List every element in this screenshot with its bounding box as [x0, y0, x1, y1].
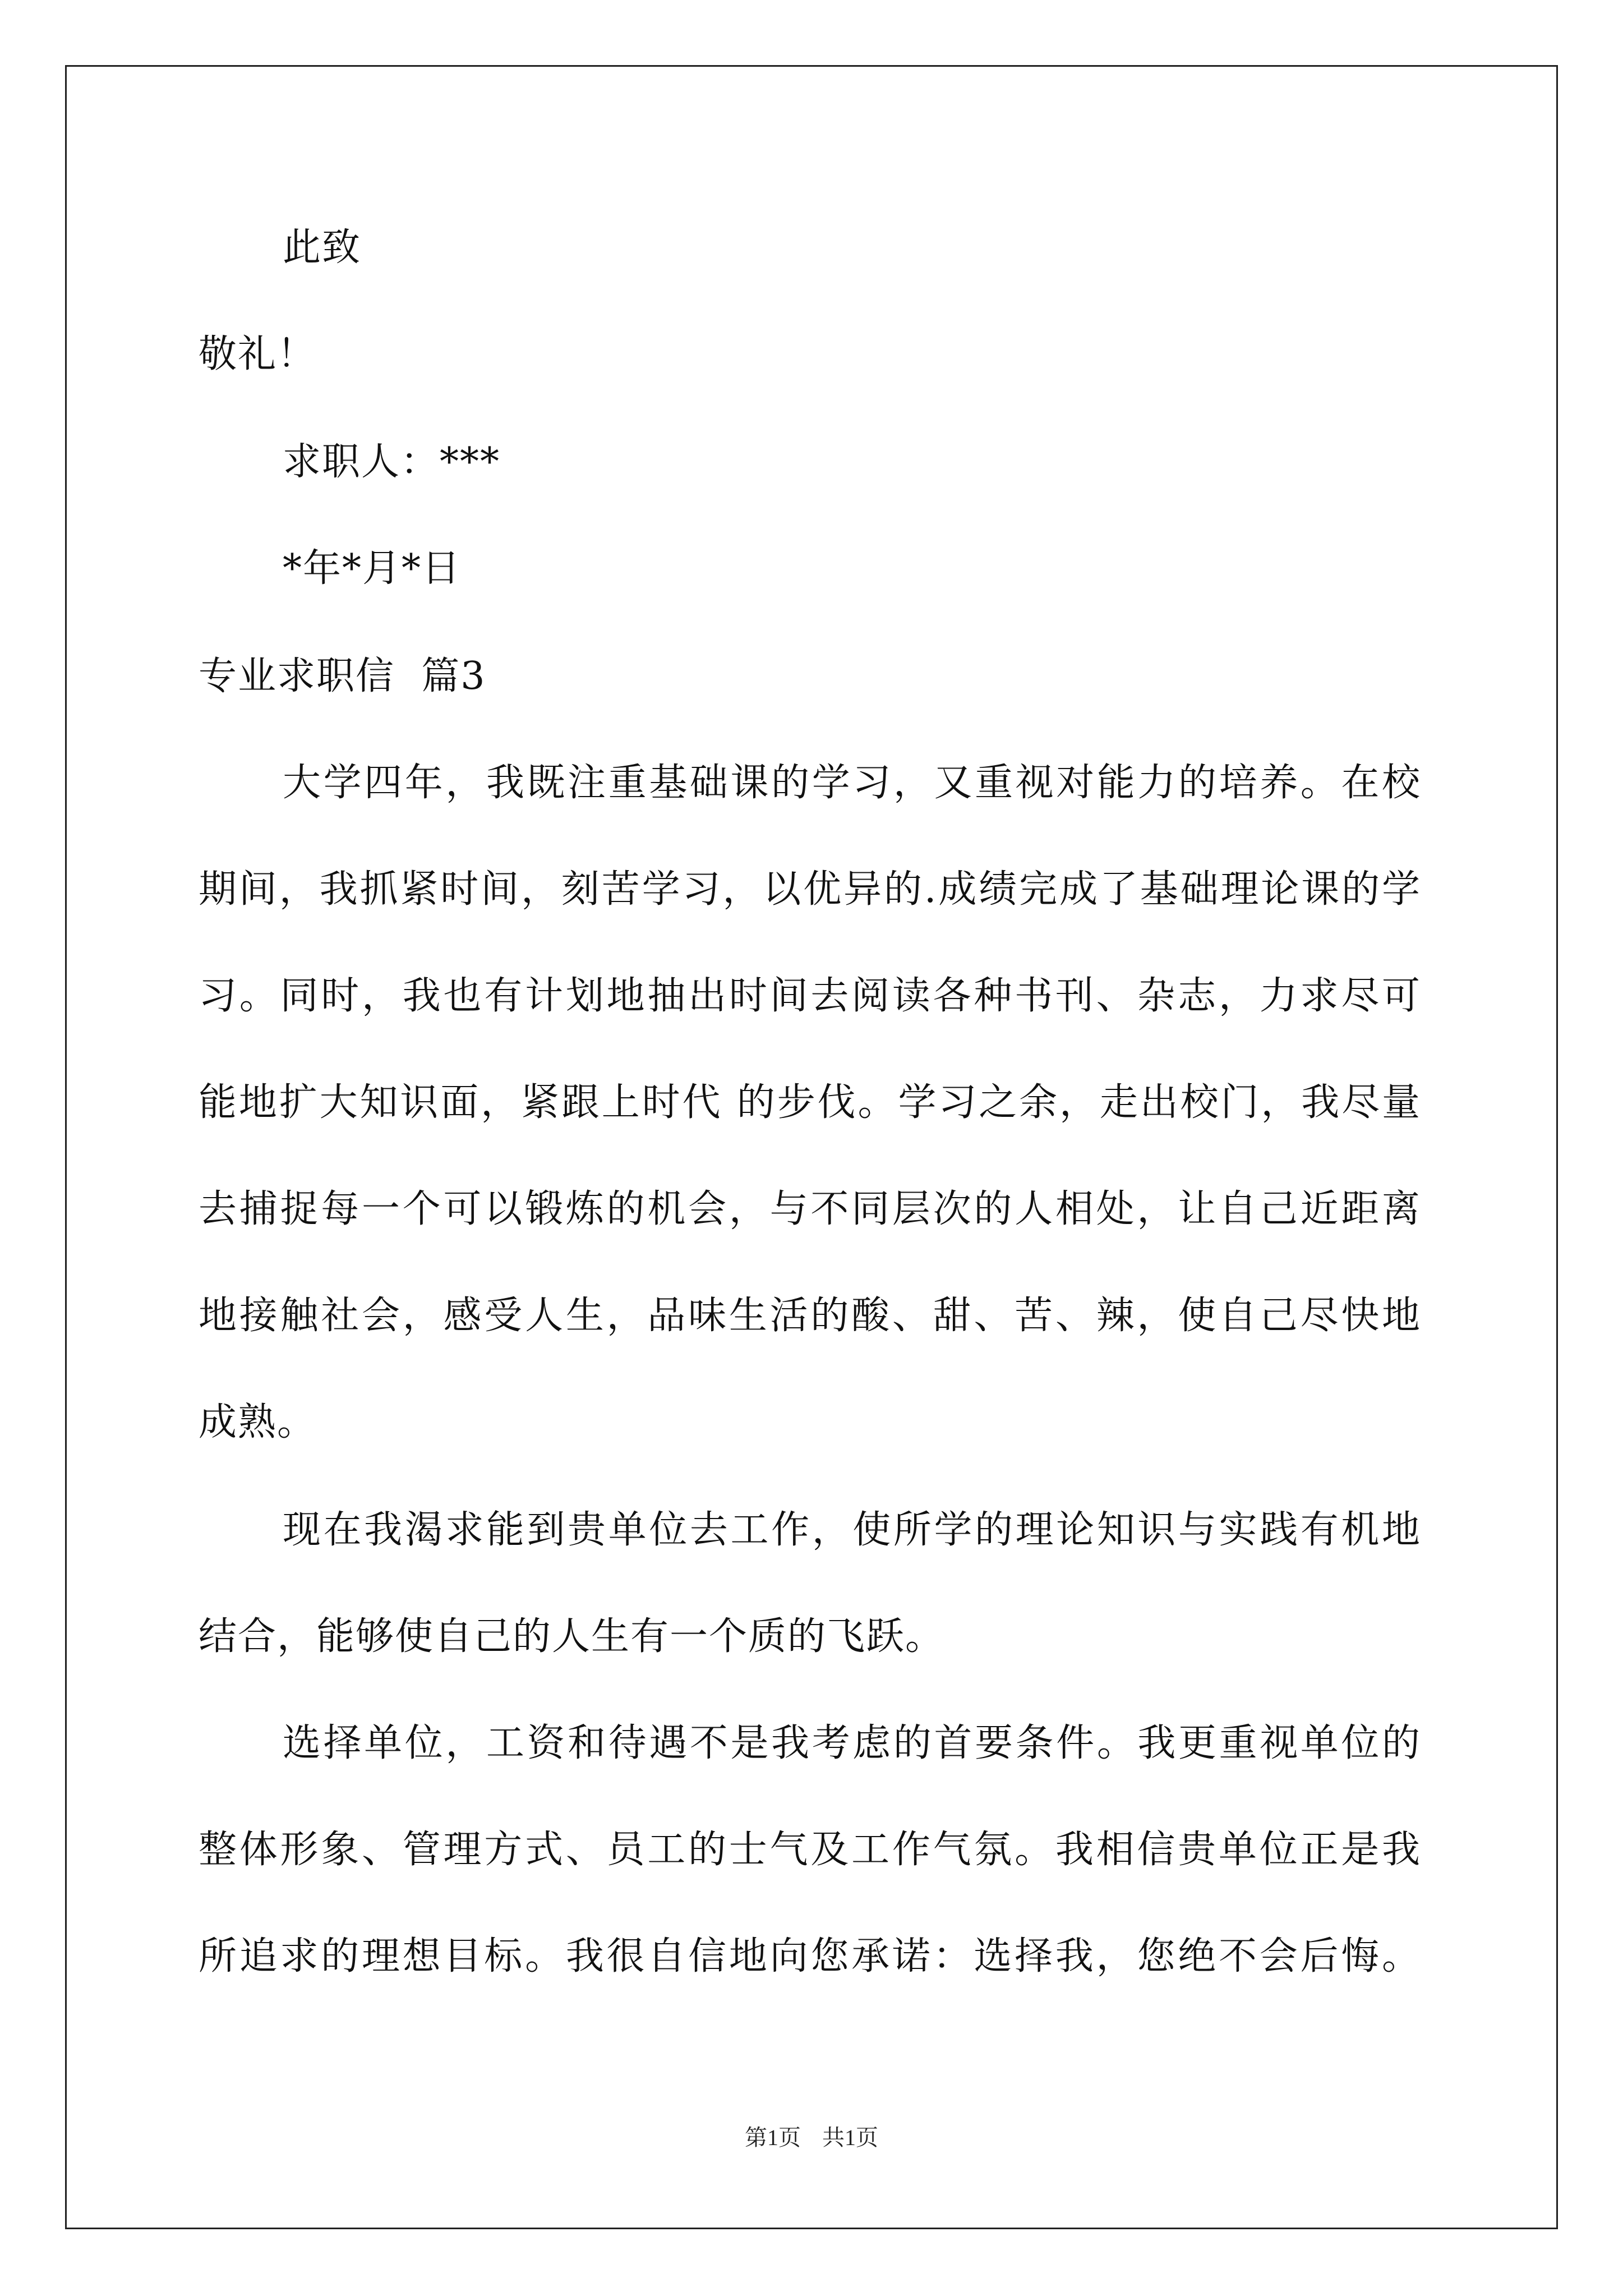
paragraph-1-line: 去捕捉每一个可以锻炼的机会，与不同层次的人相处，让自己近距离	[199, 1187, 1421, 1231]
paragraph-2-line: 结合，能够使自己的人生有一个质的飞跃。	[199, 1614, 945, 1659]
page-border	[65, 65, 1558, 2229]
letter-date: *年*月*日	[283, 546, 462, 591]
closing-respect: 敬礼！	[199, 332, 317, 376]
paragraph-1-line: 期间，我抓紧时间，刻苦学习，以优异的.成绩完成了基础理论课的学	[199, 867, 1421, 912]
paragraph-3-line: 所追求的理想目标。我很自信地向您承诺：选择我，您绝不会后悔。	[199, 1934, 1421, 1978]
page-number: 第1页	[745, 2125, 801, 2150]
paragraph-3-line: 整体形象、管理方式、员工的士气及工作气氛。我相信贵单位正是我	[199, 1828, 1421, 1872]
paragraph-1-line: 地接触社会，感受人生，品味生活的酸、甜、苦、辣，使自己尽快地	[199, 1294, 1421, 1338]
paragraph-1-line: 成熟。	[199, 1400, 317, 1444]
applicant-signature: 求职人：***	[283, 440, 501, 484]
page-footer	[0, 2124, 1623, 2152]
paragraph-1-line: 能地扩大知识面，紧跟上时代 的步伐。学习之余，走出校门，我尽量	[199, 1080, 1421, 1125]
paragraph-1-line: 大学四年，我既注重基础课的学习，又重视对能力的培养。在校	[283, 761, 1421, 805]
section-heading: 专业求职信 篇3	[199, 654, 486, 698]
paragraph-3-line: 选择单位，工资和待遇不是我考虑的首要条件。我更重视单位的	[283, 1721, 1421, 1765]
paragraph-2-line: 现在我渴求能到贵单位去工作，使所学的理论知识与实践有机地	[283, 1508, 1421, 1552]
closing-salutation: 此致	[283, 226, 362, 270]
page-count: 共1页	[822, 2125, 878, 2150]
paragraph-1-line: 习。同时，我也有计划地抽出时间去阅读各种书刊、杂志，力求尽可	[199, 974, 1421, 1018]
